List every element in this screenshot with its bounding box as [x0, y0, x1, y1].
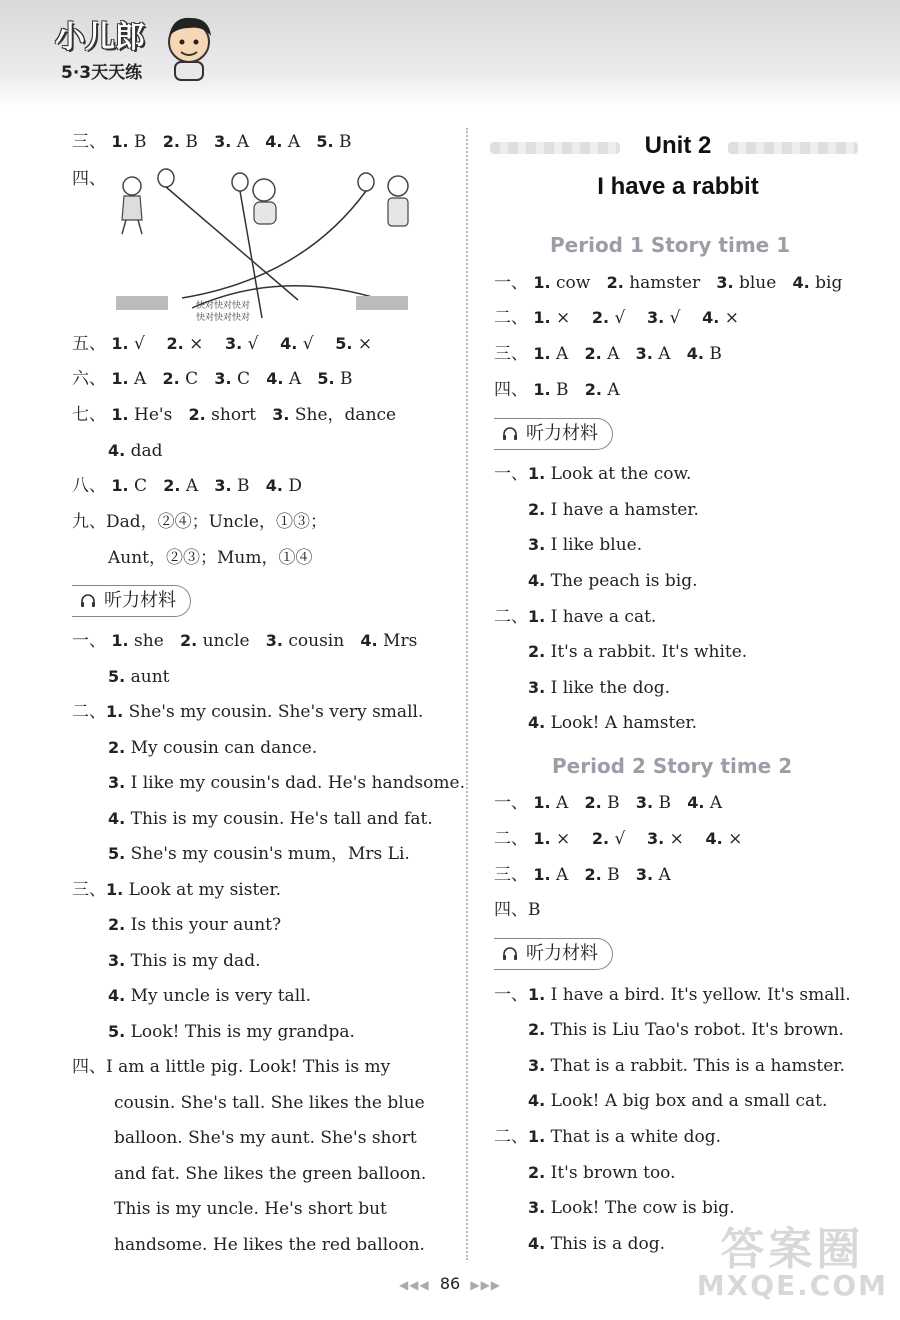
section-label: 四、 [72, 1057, 106, 1077]
item-num: 4. [528, 571, 546, 590]
item-answer: B [528, 900, 541, 920]
item-num: 1. [111, 631, 129, 650]
watermark-bottom: MXQE.COM [696, 1269, 888, 1302]
right-p2-l2-row [528, 1197, 735, 1219]
item-num: 4. [108, 986, 126, 1005]
item-answer: √ [247, 334, 259, 354]
left-l2-row [108, 737, 317, 759]
item-num: 2. [163, 476, 181, 495]
section-label: 二、 [494, 1127, 528, 1147]
left-l4-row [72, 1056, 390, 1078]
right-p1-l2-row [528, 641, 747, 663]
sentence: I like the dog. [550, 678, 671, 698]
item-answer: A [556, 344, 569, 364]
left-q7-row [72, 404, 396, 426]
item-num: 2. [528, 1163, 546, 1182]
item-answer: B [340, 369, 353, 389]
section-label: 五、 [72, 334, 106, 354]
item-num: 1. [533, 273, 551, 292]
left-l3-row [108, 914, 281, 936]
section-label: 八、 [72, 476, 106, 496]
sentence: I like my cousin's dad. He's handsome. [130, 773, 465, 793]
item-answer: × [189, 334, 204, 354]
item-num: 4. [528, 1091, 546, 1110]
item-num: 3. [265, 631, 283, 650]
section-label: 三、 [72, 132, 106, 152]
item-num: 4. [705, 829, 723, 848]
item-answer: A [236, 132, 249, 152]
item-answer: A [709, 793, 723, 813]
listening-material-tag [494, 418, 613, 450]
item-answer: C [134, 476, 148, 496]
logo-main-text: 小儿郎 [55, 20, 145, 55]
item-answer: D [288, 476, 302, 496]
right-p2-l1-row [528, 1019, 844, 1041]
period2-title: Period 2 Story time 2 [552, 754, 793, 778]
item-num: 1. [111, 405, 129, 424]
section-label: 一、 [494, 985, 528, 1005]
item-num: 1. [111, 334, 129, 353]
section-label: 一、 [494, 793, 528, 813]
left-l1-row [72, 630, 417, 652]
logo [55, 12, 225, 92]
pig-figure-icon [253, 179, 276, 224]
left-q8-row [72, 475, 302, 497]
item-num: 1. [533, 865, 551, 884]
balloon-icon [232, 173, 248, 191]
section-label: 七、 [72, 405, 106, 425]
section-label: 一、 [494, 273, 528, 293]
item-num: 3. [108, 773, 126, 792]
item-answer: B [658, 793, 671, 813]
left-l2-row [72, 701, 423, 723]
paragraph-line: I am a little pig. Look! This is my [106, 1057, 391, 1077]
left-l4-row [114, 1163, 426, 1185]
item-num: 2. [584, 380, 602, 399]
right-p2-q4-row [494, 899, 541, 921]
section-label: 二、 [494, 607, 528, 627]
item-num: 3. [108, 951, 126, 970]
item-num: 1. [528, 464, 546, 483]
item-num: 5. [335, 334, 353, 353]
item-num: 3. [635, 793, 654, 812]
item-num: 4. [528, 713, 546, 732]
item-num: 2. [108, 915, 126, 934]
left-l4-row [114, 1092, 425, 1114]
item-num: 3. [528, 678, 546, 697]
item-answer: × [556, 308, 571, 328]
item-num: 5. [108, 844, 126, 863]
sentence: This is my dad. [130, 951, 261, 971]
left-l4-row [114, 1234, 425, 1256]
sentence: Look at my sister. [128, 880, 282, 900]
item-answer: × [724, 308, 739, 328]
sentence: Look at the cow. [550, 464, 692, 484]
sentence: It's brown too. [550, 1163, 676, 1183]
section-label: 一、 [494, 464, 528, 484]
item-num: 2. [528, 1020, 546, 1039]
item-num: 4. [792, 273, 810, 292]
unit-number: Unit 2 [644, 132, 712, 159]
right-p1-l2-row [528, 712, 697, 734]
item-num: 3. [225, 334, 243, 353]
section-label: 二、 [494, 308, 528, 328]
item-answer: He's [134, 405, 173, 425]
item-num: 2. [179, 631, 198, 650]
item-num: 1. [528, 607, 546, 626]
next-arrows-icon: ▶▶▶ [470, 1278, 502, 1292]
item-num: 2. [528, 642, 546, 661]
item-num: 4. [360, 631, 378, 650]
item-num: 1. [111, 132, 129, 151]
section-label: 三、 [72, 880, 106, 900]
item-answer: √ [669, 308, 681, 328]
sentence: I like blue. [550, 535, 643, 555]
item-answer: uncle [202, 631, 250, 651]
item-answer: A [658, 865, 671, 885]
left-l3-row [72, 879, 281, 901]
item-answer: Mrs [383, 631, 418, 651]
right-p1-l1-row [528, 570, 698, 592]
left-l2-row [108, 843, 410, 865]
right-p2-l2-row [528, 1233, 665, 1255]
item-num: 2. [108, 738, 126, 757]
item-answer: A [607, 344, 620, 364]
sentence: That is a white dog. [550, 1127, 722, 1147]
item-answer: cousin [288, 631, 345, 651]
item-num: 5. [108, 667, 126, 686]
item-num: 5. [316, 132, 334, 151]
prev-arrows-icon: ◀◀◀ [398, 1278, 430, 1292]
sentence: This is a dog. [550, 1234, 665, 1254]
sentence: Look! The cow is big. [550, 1198, 735, 1218]
answer-text: Dad，②④；Uncle，①③； [106, 512, 327, 532]
item-num: 1. [528, 985, 546, 1004]
sentence: Look! A hamster. [550, 713, 698, 733]
sentence: This is my cousin. He's tall and fat. [130, 809, 433, 829]
matching-illustration [112, 168, 412, 326]
item-num: 2. [188, 405, 206, 424]
item-answer: B [338, 132, 352, 152]
right-p1-l2-row [494, 606, 656, 628]
item-num: 3. [528, 1056, 546, 1075]
sentence: I have a hamster. [550, 500, 699, 520]
answer-text: Aunt，②③；Mum，①④ [108, 548, 313, 568]
item-answer: big [815, 273, 843, 293]
item-answer: A [185, 476, 199, 496]
period1-title: Period 1 Story time 1 [550, 233, 791, 257]
left-q5-row [72, 333, 372, 355]
paragraph-line: cousin. She's tall. She likes the blue [114, 1093, 425, 1113]
item-num: 3. [635, 344, 653, 363]
item-answer: A [556, 793, 569, 813]
item-answer: √ [302, 334, 314, 354]
tag-label: 听力材料 [104, 590, 176, 611]
balloon-icon [158, 169, 174, 187]
item-answer: A [287, 132, 301, 152]
item-answer: She，dance [294, 405, 397, 425]
column-divider [466, 128, 468, 1260]
logo-sub-text: 5·3天天练 [61, 63, 143, 83]
paragraph-line: and fat. She likes the green balloon. [114, 1164, 427, 1184]
item-num: 2. [584, 344, 602, 363]
right-p1-l1-row [494, 463, 691, 485]
item-num: 3. [647, 829, 665, 848]
caption-text: 快对快对快对 [196, 301, 251, 311]
section-label: 四、 [494, 900, 528, 920]
girl-figure-icon [122, 177, 142, 234]
headphones-icon [502, 946, 518, 962]
item-answer: × [669, 829, 684, 849]
item-answer: dad [130, 441, 163, 461]
paragraph-line: balloon. She's my aunt. She's short [114, 1128, 417, 1148]
right-p2-l1-row [494, 984, 851, 1006]
left-q3-row [72, 131, 351, 153]
headphones-icon [80, 593, 96, 609]
item-answer: A [134, 369, 147, 389]
item-answer: √ [134, 334, 145, 354]
item-answer: short [211, 405, 257, 425]
sentence: I have a cat. [550, 607, 657, 627]
pig-aunt-figure-icon [388, 176, 408, 226]
item-num: 1. [533, 793, 551, 812]
item-num: 3. [528, 1198, 546, 1217]
watermark-top: 答案圈 [720, 1224, 865, 1275]
right-p1-l1-row [528, 534, 642, 556]
item-num: 1. [528, 1127, 546, 1146]
right-p1-l1-row [528, 499, 699, 521]
item-answer: aunt [130, 667, 170, 687]
item-num: 1. [106, 880, 124, 899]
section-label: 九、 [72, 512, 106, 532]
sentence: It's a rabbit. It's white. [550, 642, 748, 662]
caption-text: 快对快对快对 [196, 313, 251, 323]
item-num: 4. [108, 441, 126, 460]
item-answer: cow [556, 273, 591, 293]
item-num: 2. [166, 334, 184, 353]
item-answer: B [237, 476, 250, 496]
left-l3-row [108, 1021, 355, 1043]
sentence: Look! A big box and a small cat. [550, 1091, 828, 1111]
sentence: The peach is big. [550, 571, 698, 591]
item-num: 2. [528, 500, 546, 519]
unit-title: I have a rabbit [597, 173, 759, 200]
item-num: 1. [111, 476, 129, 495]
item-num: 2. [591, 829, 610, 848]
item-num: 4. [687, 793, 705, 812]
right-p2-l2-row [528, 1162, 676, 1184]
item-num: 5. [108, 1022, 126, 1041]
item-num: 5. [317, 369, 335, 388]
item-num: 4. [702, 308, 720, 327]
section-label: 三、 [494, 344, 528, 364]
item-answer: C [237, 369, 251, 389]
item-answer: hamster [629, 273, 701, 293]
item-num: 1. [106, 702, 124, 721]
left-l2-row [108, 772, 465, 794]
sentence: Is this your aunt? [130, 915, 282, 935]
item-answer: B [556, 380, 569, 400]
sentence: This is Liu Tao's robot. It's brown. [550, 1020, 844, 1040]
balloon-icon [358, 173, 374, 191]
sentence: That is a rabbit. This is a hamster. [550, 1056, 845, 1076]
item-answer: B [607, 793, 620, 813]
right-p2-l1-row [528, 1055, 845, 1077]
item-num: 3. [528, 535, 546, 554]
item-answer: C [185, 369, 199, 389]
right-p2-q1-row [494, 792, 722, 814]
left-q4-row [72, 168, 106, 190]
item-num: 3. [716, 273, 734, 292]
paragraph-line: This is my uncle. He's short but [114, 1199, 387, 1219]
item-num: 1. [533, 829, 551, 848]
item-answer: √ [614, 829, 626, 849]
item-answer: blue [738, 273, 777, 293]
item-num: 1. [533, 344, 551, 363]
scribble-label [116, 296, 168, 310]
sentence: My uncle is very tall. [130, 986, 311, 1006]
item-answer: she [134, 631, 164, 651]
section-label: 二、 [494, 829, 528, 849]
sentence: She's my cousin's mum，Mrs Li. [130, 844, 410, 864]
item-answer: × [728, 829, 743, 849]
paragraph-line: handsome. He likes the red balloon. [114, 1235, 425, 1255]
left-q7-cont-row [108, 440, 163, 462]
item-num: 3. [214, 476, 232, 495]
item-num: 4. [528, 1234, 546, 1253]
item-answer: × [357, 334, 373, 354]
section-label: 一、 [72, 631, 106, 651]
item-num: 1. [111, 369, 129, 388]
sentence: Look! This is my grandpa. [130, 1022, 355, 1042]
item-num: 2. [606, 273, 624, 292]
left-l4-row [114, 1198, 387, 1220]
sentence: My cousin can dance. [130, 738, 318, 758]
item-num: 4. [265, 132, 283, 151]
left-l1-cont-row [108, 666, 170, 688]
section-label: 四、 [494, 380, 528, 400]
sentence: I have a bird. It's yellow. It's small. [550, 985, 851, 1005]
section-label: 四、 [72, 169, 106, 189]
item-num: 4. [280, 334, 298, 353]
right-p1-q4-row [494, 379, 620, 401]
item-num: 4. [108, 809, 126, 828]
item-num: 3. [647, 308, 665, 327]
item-answer: B [709, 344, 722, 364]
left-l4-row [114, 1127, 417, 1149]
section-label: 六、 [72, 369, 106, 389]
left-q6-row [72, 368, 353, 390]
headphones-icon [502, 426, 518, 442]
item-answer: A [556, 865, 569, 885]
section-label: 三、 [494, 865, 528, 885]
item-num: 3. [214, 369, 232, 388]
item-answer: B [185, 132, 198, 152]
right-p2-l1-row [528, 1090, 827, 1112]
scribble-label [356, 296, 408, 310]
item-num: 1. [533, 380, 551, 399]
item-answer: A [607, 380, 620, 400]
item-answer: A [658, 344, 671, 364]
right-p1-l2-row [528, 677, 670, 699]
left-q9-row [72, 511, 327, 533]
item-num: 4. [265, 476, 283, 495]
sentence: She's my cousin. She's very small. [128, 702, 424, 722]
left-l3-row [108, 950, 260, 972]
item-num: 1. [533, 308, 551, 327]
right-p1-q1-row [494, 272, 842, 294]
right-p2-q3-row [494, 864, 671, 886]
item-num: 2. [584, 793, 602, 812]
item-num: 4. [266, 369, 284, 388]
item-num: 2. [162, 369, 180, 388]
page-number-text: 86 [439, 1274, 461, 1293]
right-p2-q2-row [494, 828, 742, 850]
left-l2-row [108, 808, 433, 830]
item-num: 3. [635, 865, 654, 884]
right-p1-q2-row [494, 307, 739, 329]
boy-mascot-icon [163, 12, 215, 82]
item-answer: × [556, 829, 571, 849]
balloon-string-line [166, 187, 298, 300]
item-answer: √ [614, 308, 626, 328]
item-num: 3. [272, 405, 290, 424]
item-answer: B [607, 865, 620, 885]
right-p2-l2-row [494, 1126, 721, 1148]
item-answer: A [288, 369, 302, 389]
left-q9-cont-row [108, 547, 312, 569]
left-l3-row [108, 985, 311, 1007]
item-num: 2. [591, 308, 610, 327]
right-p1-q3-row [494, 343, 722, 365]
listening-material-tag [494, 938, 613, 970]
item-num: 3. [214, 132, 232, 151]
listening-material-tag [72, 585, 191, 617]
tag-label: 听力材料 [526, 943, 598, 964]
tag-label: 听力材料 [526, 423, 598, 444]
item-num: 4. [686, 344, 704, 363]
watermark [696, 1224, 888, 1302]
section-label: 二、 [72, 702, 106, 722]
item-answer: B [134, 132, 147, 152]
item-num: 2. [584, 865, 602, 884]
item-num: 2. [162, 132, 180, 151]
